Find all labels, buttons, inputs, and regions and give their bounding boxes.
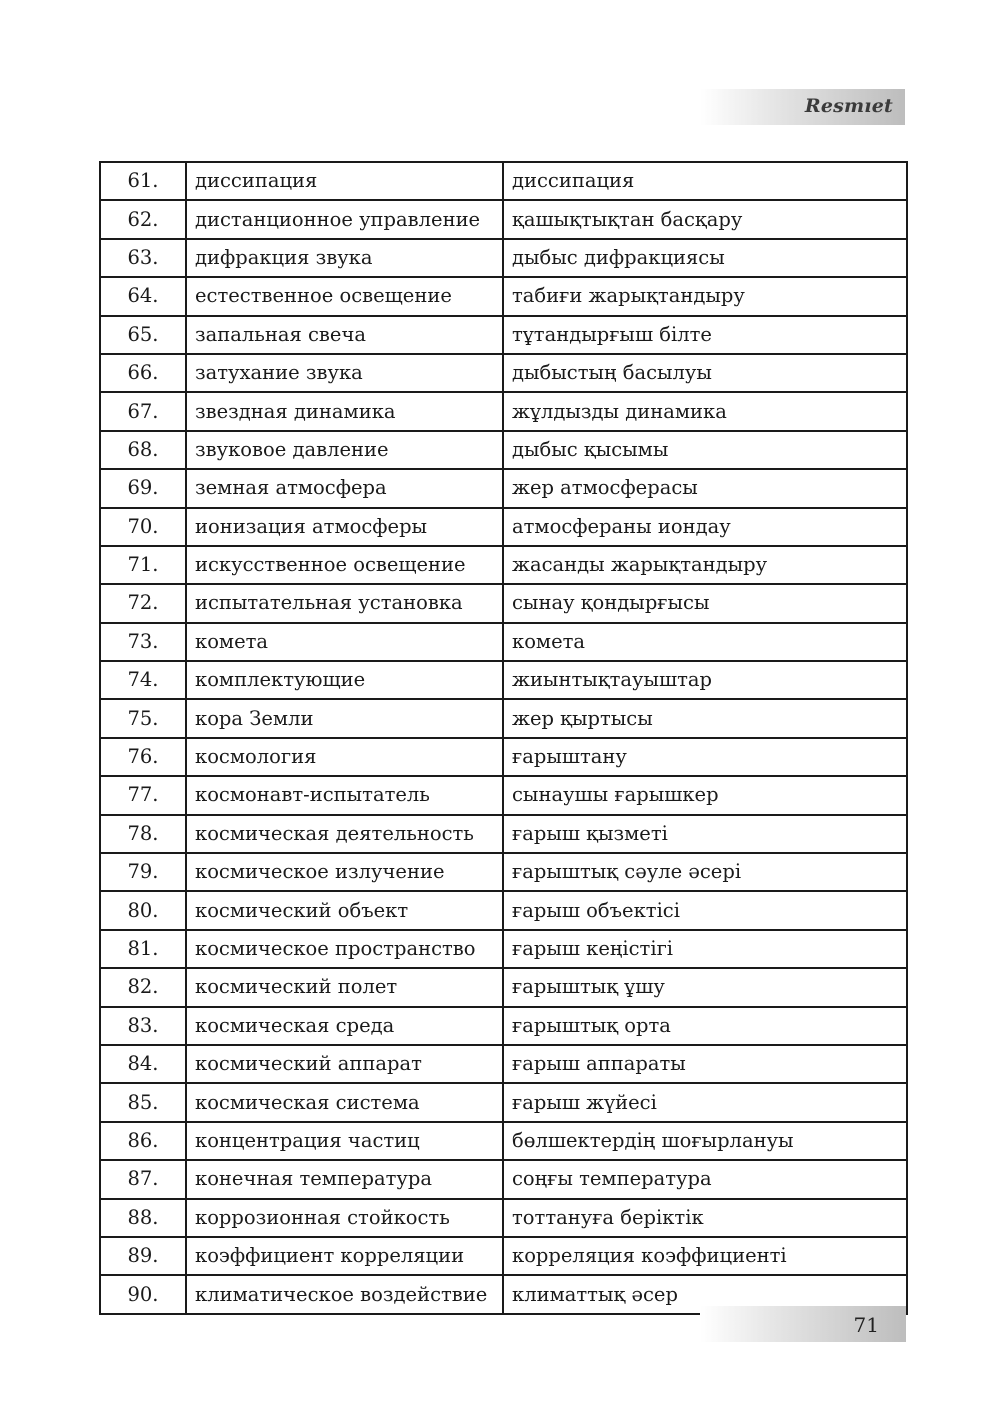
table-row bbox=[100, 239, 907, 277]
term-russian: космическая среда bbox=[186, 1007, 503, 1045]
term-russian: космический объект bbox=[186, 891, 503, 929]
table-row bbox=[100, 930, 907, 968]
term-number: 68. bbox=[100, 431, 186, 469]
term-kazakh: комета bbox=[503, 623, 907, 661]
term-number: 80. bbox=[100, 891, 186, 929]
table-row bbox=[100, 1045, 907, 1083]
term-russian: запальная свеча bbox=[186, 316, 503, 354]
table-row bbox=[100, 815, 907, 853]
term-kazakh: жиынтықтауыштар bbox=[503, 661, 907, 699]
term-kazakh: соңғы температура bbox=[503, 1160, 907, 1198]
term-kazakh: ғарыштық сәуле әсері bbox=[503, 853, 907, 891]
term-russian: комплектующие bbox=[186, 661, 503, 699]
term-number: 85. bbox=[100, 1083, 186, 1121]
term-number: 83. bbox=[100, 1007, 186, 1045]
footer-band bbox=[700, 1306, 906, 1342]
table-row bbox=[100, 1083, 907, 1121]
table-row bbox=[100, 354, 907, 392]
term-number: 70. bbox=[100, 508, 186, 546]
term-number: 64. bbox=[100, 277, 186, 315]
term-russian: кора Земли bbox=[186, 699, 503, 737]
term-number: 86. bbox=[100, 1122, 186, 1160]
table-row bbox=[100, 738, 907, 776]
table-row bbox=[100, 661, 907, 699]
glossary-table bbox=[99, 161, 908, 1315]
term-kazakh: жер атмосферасы bbox=[503, 469, 907, 507]
term-russian: комета bbox=[186, 623, 503, 661]
term-kazakh: ғарыш объектісі bbox=[503, 891, 907, 929]
header-band bbox=[700, 89, 905, 125]
table-row bbox=[100, 508, 907, 546]
term-kazakh: бөлшектердің шоғырлануы bbox=[503, 1122, 907, 1160]
term-kazakh: атмосфераны иондау bbox=[503, 508, 907, 546]
term-number: 62. bbox=[100, 200, 186, 238]
term-number: 78. bbox=[100, 815, 186, 853]
table-row bbox=[100, 776, 907, 814]
table-row bbox=[100, 1122, 907, 1160]
term-kazakh: дыбыс дифракциясы bbox=[503, 239, 907, 277]
term-russian: космическая система bbox=[186, 1083, 503, 1121]
term-kazakh: ғарыш қызметі bbox=[503, 815, 907, 853]
table-row bbox=[100, 200, 907, 238]
term-russian: коэффициент корреляции bbox=[186, 1237, 503, 1275]
term-number: 76. bbox=[100, 738, 186, 776]
table-row bbox=[100, 584, 907, 622]
term-number: 73. bbox=[100, 623, 186, 661]
term-russian: земная атмосфера bbox=[186, 469, 503, 507]
term-kazakh: тұтандырғыш білте bbox=[503, 316, 907, 354]
term-russian: космология bbox=[186, 738, 503, 776]
term-number: 84. bbox=[100, 1045, 186, 1083]
term-russian: ионизация атмосферы bbox=[186, 508, 503, 546]
table-row bbox=[100, 162, 907, 200]
term-number: 89. bbox=[100, 1237, 186, 1275]
term-kazakh: ғарыштық ұшу bbox=[503, 968, 907, 1006]
term-kazakh: қашықтықтан басқару bbox=[503, 200, 907, 238]
table-row bbox=[100, 546, 907, 584]
term-kazakh: климаттық әсер bbox=[503, 1275, 907, 1313]
term-russian: климатическое воздействие bbox=[186, 1275, 503, 1313]
term-kazakh: дыбыс қысымы bbox=[503, 431, 907, 469]
table-row bbox=[100, 853, 907, 891]
term-number: 74. bbox=[100, 661, 186, 699]
term-number: 66. bbox=[100, 354, 186, 392]
term-number: 71. bbox=[100, 546, 186, 584]
term-number: 75. bbox=[100, 699, 186, 737]
term-russian: конечная температура bbox=[186, 1160, 503, 1198]
term-number: 69. bbox=[100, 469, 186, 507]
table-row bbox=[100, 431, 907, 469]
term-russian: испытательная установка bbox=[186, 584, 503, 622]
term-kazakh: сынаушы ғарышкер bbox=[503, 776, 907, 814]
term-number: 61. bbox=[100, 162, 186, 200]
running-header: Resmıet bbox=[804, 95, 893, 117]
term-kazakh: ғарыштану bbox=[503, 738, 907, 776]
term-number: 77. bbox=[100, 776, 186, 814]
table-row bbox=[100, 1007, 907, 1045]
term-russian: диссипация bbox=[186, 162, 503, 200]
term-russian: затухание звука bbox=[186, 354, 503, 392]
term-kazakh: ғарыш кеңістігі bbox=[503, 930, 907, 968]
table-row bbox=[100, 623, 907, 661]
term-russian: космическое излучение bbox=[186, 853, 503, 891]
term-russian: космическая деятельность bbox=[186, 815, 503, 853]
term-russian: дифракция звука bbox=[186, 239, 503, 277]
term-kazakh: жұлдызды динамика bbox=[503, 392, 907, 430]
term-number: 81. bbox=[100, 930, 186, 968]
term-russian: космический полет bbox=[186, 968, 503, 1006]
table-row bbox=[100, 968, 907, 1006]
term-russian: космонавт-испытатель bbox=[186, 776, 503, 814]
term-russian: дистанционное управление bbox=[186, 200, 503, 238]
term-kazakh: жасанды жарықтандыру bbox=[503, 546, 907, 584]
table-row bbox=[100, 392, 907, 430]
term-kazakh: диссипация bbox=[503, 162, 907, 200]
page-number: 71 bbox=[853, 1313, 879, 1337]
term-kazakh: ғарыш жүйесі bbox=[503, 1083, 907, 1121]
term-number: 88. bbox=[100, 1199, 186, 1237]
term-russian: космический аппарат bbox=[186, 1045, 503, 1083]
term-number: 67. bbox=[100, 392, 186, 430]
table-row bbox=[100, 1160, 907, 1198]
term-number: 82. bbox=[100, 968, 186, 1006]
term-russian: коррозионная стойкость bbox=[186, 1199, 503, 1237]
table-row bbox=[100, 316, 907, 354]
table-row bbox=[100, 469, 907, 507]
table-row bbox=[100, 891, 907, 929]
term-russian: космическое пространство bbox=[186, 930, 503, 968]
term-number: 87. bbox=[100, 1160, 186, 1198]
table-row bbox=[100, 1237, 907, 1275]
term-kazakh: табиғи жарықтандыру bbox=[503, 277, 907, 315]
term-number: 63. bbox=[100, 239, 186, 277]
term-russian: звездная динамика bbox=[186, 392, 503, 430]
table-row bbox=[100, 1199, 907, 1237]
term-kazakh: сынау қондырғысы bbox=[503, 584, 907, 622]
term-number: 65. bbox=[100, 316, 186, 354]
term-kazakh: ғарыштық орта bbox=[503, 1007, 907, 1045]
term-number: 72. bbox=[100, 584, 186, 622]
term-russian: искусственное освещение bbox=[186, 546, 503, 584]
term-russian: концентрация частиц bbox=[186, 1122, 503, 1160]
term-number: 90. bbox=[100, 1275, 186, 1313]
term-kazakh: корреляция коэффициенті bbox=[503, 1237, 907, 1275]
term-russian: звуковое давление bbox=[186, 431, 503, 469]
term-kazakh: ғарыш аппараты bbox=[503, 1045, 907, 1083]
term-number: 79. bbox=[100, 853, 186, 891]
term-kazakh: дыбыстың басылуы bbox=[503, 354, 907, 392]
glossary-body bbox=[100, 162, 907, 1314]
term-kazakh: тоттануға беріктік bbox=[503, 1199, 907, 1237]
table-row bbox=[100, 699, 907, 737]
term-russian: естественное освещение bbox=[186, 277, 503, 315]
table-row bbox=[100, 277, 907, 315]
term-kazakh: жер қыртысы bbox=[503, 699, 907, 737]
